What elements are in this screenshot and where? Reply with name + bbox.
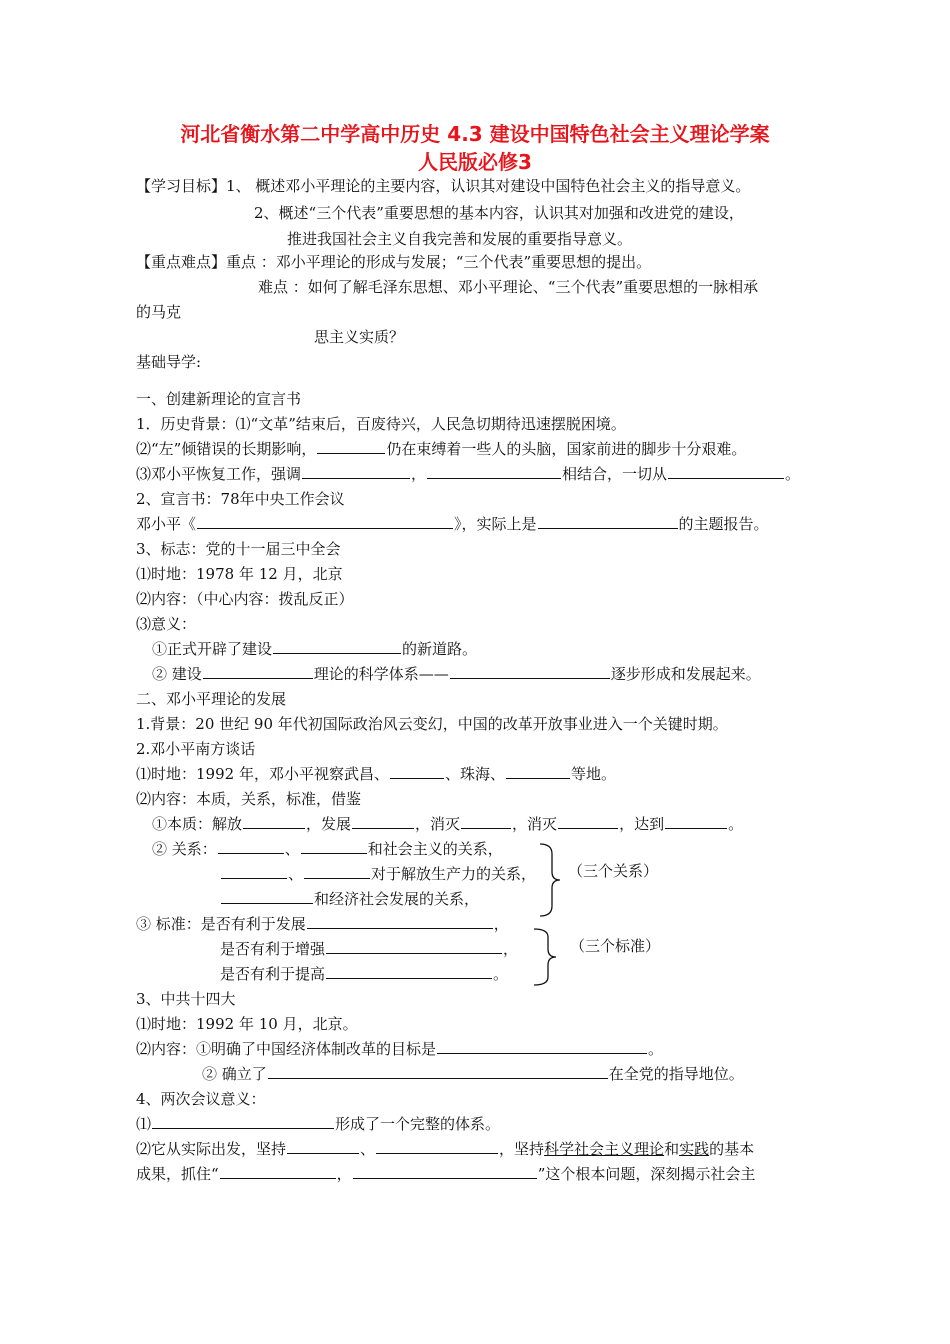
difficulty-line: 难点 ：如何了解毛泽东思想、邓小平理论、“三个代表”重要思想的一脉相承 [258,278,759,296]
blank[interactable] [317,438,385,454]
s2-content: ⑵内容：本质，关系，标准，借鉴 [136,790,362,808]
s1-content: ⑵内容：（中心内容：拨乱反正） [136,590,354,608]
difficulty-line-b: 的马克 [136,303,182,321]
blank[interactable] [221,863,287,879]
blank[interactable] [665,813,727,829]
s2-relation-3: 和经济社会发展的关系， [220,888,479,910]
s2-significance-2: ⑵它从实际出发，坚持 、 ，坚持科学社会主义理论和实践的基本 [136,1140,755,1158]
blank[interactable] [326,963,492,979]
s1-meaning-1: ①正式开辟了建设 的新道路。 [152,640,478,658]
blank[interactable] [538,513,678,529]
s2-bg: 1.背景：20 世纪 90 年代初国际政治风云变幻，中国的改革开放事业进入一个关键时期。 [136,715,728,733]
s2-talk: 2.邓小平南方谈话 [136,740,256,758]
s2-congress: 3、中共十四大 [136,990,236,1008]
brace-relations [536,842,562,918]
goals-line1: 【学习目标】1、 概述邓小平理论的主要内容，认识其对建设中国特色社会主义的指导意义。 [136,177,751,195]
s2-talk-time: ⑴时地：1992 年，邓小平视察武昌、 、珠海、 等地。 [136,765,616,783]
blank[interactable] [197,513,453,529]
blank[interactable] [203,663,313,679]
s2-standard-3: 是否有利于提高 。 [220,965,509,983]
s2-standard-2: 是否有利于增强 ， [220,940,519,958]
blank[interactable] [326,938,502,954]
goals-line2: 2、概述“三个代表”重要思想的基本内容，认识其对加强和改进党的建设， [254,204,744,222]
blank[interactable] [668,463,784,479]
s2-congress-content-2: ② 确立了 在全党的指导地位。 [202,1065,744,1083]
s2-relation-2: 、 对于解放生产力的关系， [220,863,536,885]
blank[interactable] [221,888,313,904]
s2-congress-time: ⑴时地：1992 年 10 月，北京。 [136,1015,358,1033]
blank[interactable] [287,1138,359,1154]
blank[interactable] [218,838,284,854]
s2-relation-1: ② 关系： 、 和社会主义的关系， [152,840,503,858]
goals-line3: 推进我国社会主义自我完善和发展的重要指导意义。 [287,230,633,248]
focus-line: 【重点难点】重点 ：邓小平理论的形成与发展；“三个代表”重要思想的提出。 [136,253,652,271]
s1-meaning-2: ② 建设 理论的科学体系—— 逐步形成和发展起来。 [152,665,761,683]
blank[interactable] [450,663,610,679]
blank[interactable] [304,863,370,879]
blank[interactable] [352,813,414,829]
blank[interactable] [437,1038,647,1054]
blank[interactable] [506,763,570,779]
blank[interactable] [243,813,305,829]
document-title-line2: 人民版必修3 [418,150,532,174]
s2-congress-content: ⑵内容：①明确了中国经济体制改革的目标是 。 [136,1040,664,1058]
s1-decl: 2、宣言书：78年中央工作会议 [136,490,345,508]
blank[interactable] [390,763,444,779]
s1-bg-line3: ⑶邓小平恢复工作，强调 ， 相结合，一切从 。 [136,465,801,483]
blank[interactable] [152,1113,334,1129]
document-title-line1: 河北省衡水第二中学高中历史 4.3 建设中国特色社会主义理论学案 [180,122,770,146]
blank[interactable] [273,638,401,654]
s1-meaning: ⑶意义： [136,615,197,633]
blank[interactable] [302,463,410,479]
section2-heading: 二、邓小平理论的发展 [136,690,287,708]
s1-bg-line2: ⑵“左”倾错误的长期影响， 仍在束缚着一些人的头脑，国家前进的脚步十分艰难。 [136,440,747,458]
section1-heading: 一、创建新理论的宣言书 [136,390,302,408]
blank[interactable] [220,1163,336,1179]
relations-note: （三个关系） [568,862,659,880]
blank[interactable] [376,1138,498,1154]
blank[interactable] [307,913,493,929]
s2-significance-1: ⑴ 形成了一个完整的体系。 [136,1115,501,1133]
s1-time: ⑴时地：1978 年 12 月，北京 [136,565,343,583]
blank[interactable] [353,1163,537,1179]
s1-deng: 邓小平《 》，实际上是 的主题报告。 [136,515,769,533]
s2-standard-1: ③ 标准：是否有利于发展 ， [136,915,509,933]
blank[interactable] [301,838,367,854]
blank[interactable] [427,463,561,479]
guide-label: 基础导学: [136,353,202,371]
blank[interactable] [558,813,618,829]
difficulty-line-c: 思主义实质？ [314,328,405,346]
brace-standards [530,927,558,987]
blank[interactable] [461,813,511,829]
s1-bg-line1: 1．历史背景：⑴“文革”结束后，百废待兴，人民急切期待迅速摆脱困境。 [136,415,626,433]
blank[interactable] [268,1063,608,1079]
s2-significance: 4、两次会议意义： [136,1090,266,1108]
standards-note: （三个标准） [570,937,661,955]
s2-significance-3: 成果，抓住“ ， ”这个根本问题，深刻揭示社会主 [136,1165,756,1183]
s2-essence: ①本质：解放 ，发展 ，消灭 ，消灭 ，达到 。 [152,815,744,833]
s1-mark: 3、标志：党的十一届三中全会 [136,540,341,558]
